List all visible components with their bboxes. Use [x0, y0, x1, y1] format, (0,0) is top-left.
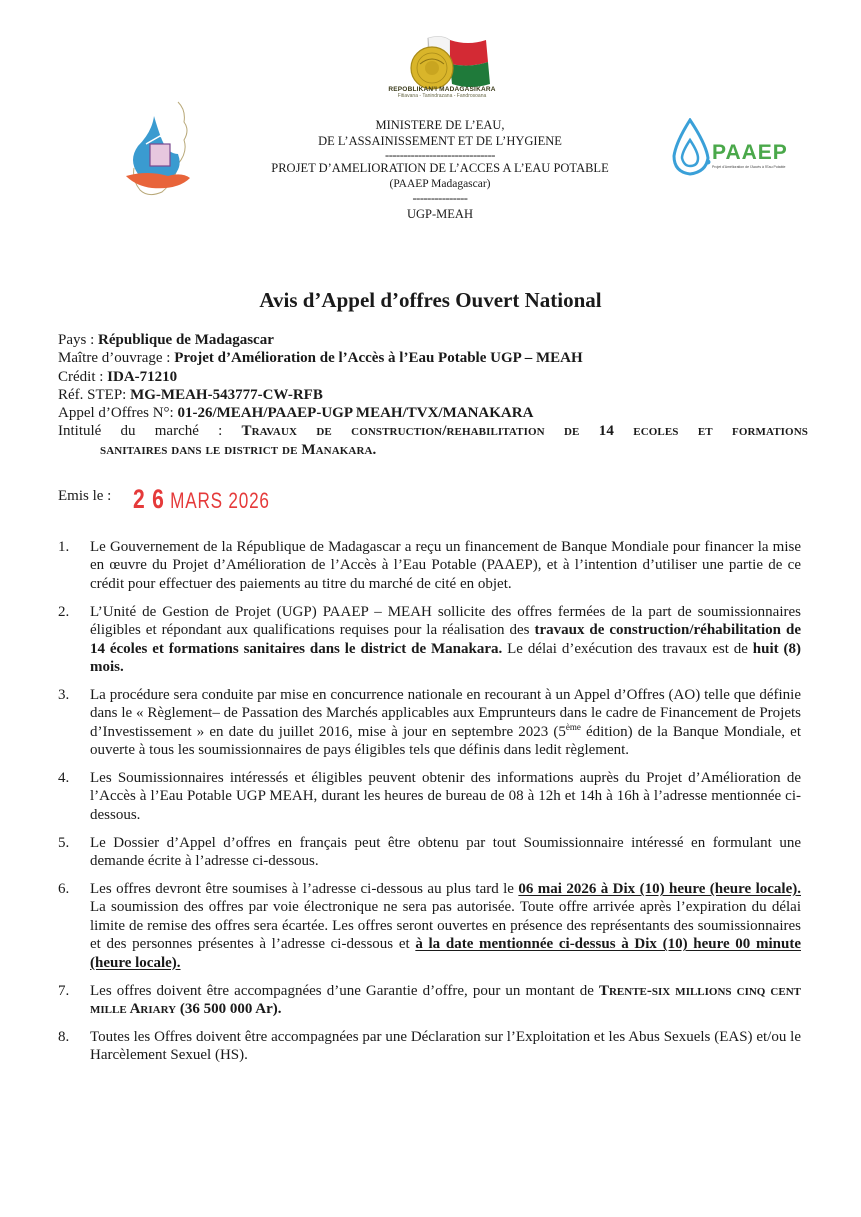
ministry-line-1: MINISTERE DE L’EAU, [375, 118, 505, 132]
paragraph-text: Les offres doivent être accompagnées d’une Garantie d’offre, pour un montant de [90, 982, 599, 999]
paragraph-number: 8. [58, 1028, 70, 1045]
paragraph-text: L’Unité de Gestion de Projet (UGP) PAAEP – MEAH sollicite des offres fermées de la part de soumissionnaires éligibles et répondant aux qualifications requises pour la réalisation des [90, 603, 801, 639]
paragraph-bold: huit (8) mois. [90, 640, 802, 675]
paragraph-bold: travaux de construction/réhabilitation de 14 écoles et formations sanitaires dans le district de Manakara. [90, 622, 801, 657]
paaep-wordmark: PAAEP [712, 141, 788, 164]
separator: ------------------------------ [385, 148, 495, 162]
value: 01-26/MEAH/PAAEP-UGP MEAH/TVX/MANAKARA [177, 405, 534, 422]
label: Appel d’Offres N°: [58, 405, 178, 422]
paragraph-number: 3. [58, 686, 70, 703]
info-contract-title-cont [58, 441, 808, 459]
paragraph-number: 7. [58, 982, 70, 999]
paaep-tagline: Projet d'Amélioration de l'Accès à l'Eau Potable [712, 165, 786, 169]
value: IDA-71210 [107, 368, 178, 385]
separator: --------------- [412, 191, 468, 205]
date-stamp [133, 484, 270, 515]
paragraph-number: 1. [58, 539, 70, 555]
paragraph-text: Le Dossier d’Appel d’offres en français peut être obtenu par tout Soumissionnaire intéressé en formulant une demande écrite à l’adresse ci-dessous. [90, 834, 801, 870]
paragraph-3 [58, 686, 801, 760]
paragraph-text: Le Gouvernement de la République de Madagascar a reçu un financement de Banque Mondiale pour financer la mise en œuvre du Projet d’Amélioration de l’Accès à l’Eau Potable (PAAEP), et à l’intention d’utiliser une partie de ce crédit pour effectuer des paiements au titre du marché de cité en objet. [90, 539, 801, 592]
ministry-header [230, 118, 650, 223]
value: Projet d’Amélioration de l’Accès à l’Eau Potable UGP – MEAH [174, 350, 583, 367]
hand-icon [126, 173, 190, 188]
meah-logo [118, 100, 208, 200]
paragraph-8 [58, 1028, 801, 1065]
paragraph-number: 6. [58, 881, 70, 897]
issued-label: Emis le : [58, 488, 112, 504]
paragraph-number: 4. [58, 769, 70, 786]
numbered-paragraphs [58, 538, 801, 1074]
info-country [58, 331, 808, 349]
paragraph-5 [58, 834, 801, 871]
amount-words: Trente-six millions cinq cent mille Ariary [90, 982, 801, 1017]
paragraph-text: Le délai d’exécution des travaux est de [502, 640, 753, 657]
paragraph-1 [58, 538, 801, 593]
emblem-motto: Fitiavana - Tanindrazana - Fandrosoana [397, 93, 487, 99]
unit-name: UGP-MEAH [407, 207, 473, 221]
project-abbr: (PAAEP Madagascar) [389, 177, 491, 190]
paragraph-text: Toutes les Offres doivent être accompagnées par une Déclaration sur l’Exploitation et les Abus Sexuels (EAS) et/ou le Harcèlement Sexuel (HS). [90, 1028, 801, 1064]
stamp-day: 2 6 [133, 484, 165, 514]
tender-info [58, 331, 808, 459]
value: MG-MEAH-543777-CW-RFB [130, 386, 323, 403]
paragraph-text: Les offres devront être soumises à l’adresse ci-dessous au plus tard le [90, 881, 519, 897]
info-step-ref [58, 386, 808, 404]
paragraph-4 [58, 769, 801, 824]
project-name: PROJET D’AMELIORATION DE L’ACCES A L’EAU POTABLE [271, 161, 609, 175]
value: sanitaires dans le district de Manakara. [100, 441, 377, 458]
superscript: ème [565, 721, 581, 732]
paragraph-number: 5. [58, 834, 70, 851]
paragraph-text: édition) de la Banque Mondiale, et ouverte à tous les soumissionnaires de pays éligibles tels que définis dans ledit règlement. [90, 723, 801, 759]
value: République de Madagascar [98, 332, 274, 348]
label: Intitulé du marché : [58, 423, 242, 440]
value: Travaux de construction/rehabilitation de 14 ecoles et formations [241, 423, 808, 440]
info-credit [58, 368, 808, 386]
school-icon [150, 144, 170, 166]
paragraph-6 [58, 880, 801, 972]
info-owner [58, 349, 808, 367]
seal-icon [411, 47, 453, 89]
stamp-month-year: MARS 2026 [170, 488, 270, 513]
deadline-text: 06 mai 2026 à Dix (10) heure (heure locale). [518, 881, 801, 897]
amount-figure: (36 500 000 Ar). [176, 1000, 282, 1017]
paragraph-text: La soumission des offres par voie électronique ne sera pas autorisée. Toute offre arrivée après l’expiration du délai limite de remise des offres sera écartée. Les offres seront ouvertes en présence des représentants des soumissionnaires et des personnes présentes à l’adresse ci-dessous et [90, 899, 801, 953]
label: Pays : [58, 332, 99, 348]
paragraph-text: Les Soumissionnaires intéressés et éligibles peuvent obtenir des informations auprès du Projet d’Amélioration de l’Accès à l’Eau Potable UGP MEAH, durant les heures de bureau de 08 à 12h et 14h à 16h à l’adresse mentionnée ci-dessous. [90, 769, 801, 823]
label: Maître d’ouvrage : [58, 350, 175, 367]
paragraph-text: La procédure sera conduite par mise en concurrence nationale en recourant à un Appel d’Offres (AO) telle que définie dans le « Règlement– de Passation des Marchés applicables aux Emprunteurs dans le cadre de Financement de Projets d’Investissement » en date du juillet 2016, mise à jour en septembre 2023 (5 [90, 686, 801, 740]
paragraph-number: 2. [58, 603, 70, 620]
label: Crédit : [58, 368, 108, 385]
paragraph-2 [58, 603, 801, 677]
label: Réf. STEP: [58, 386, 131, 403]
paragraph-7 [58, 982, 801, 1019]
emblem-caption: REPOBLIKAN'I MADAGASIKARA [388, 86, 496, 93]
document-title: Avis d’Appel d’offres Ouvert National [259, 288, 602, 312]
info-contract-title [58, 422, 808, 440]
opening-time-text: à la date mentionnée ci-dessus à Dix (10) heure 00 minute (heure locale). [90, 936, 801, 971]
info-tender-number [58, 404, 808, 422]
ministry-line-2: DE L’ASSAINISSEMENT ET DE L’HYGIENE [318, 133, 562, 148]
